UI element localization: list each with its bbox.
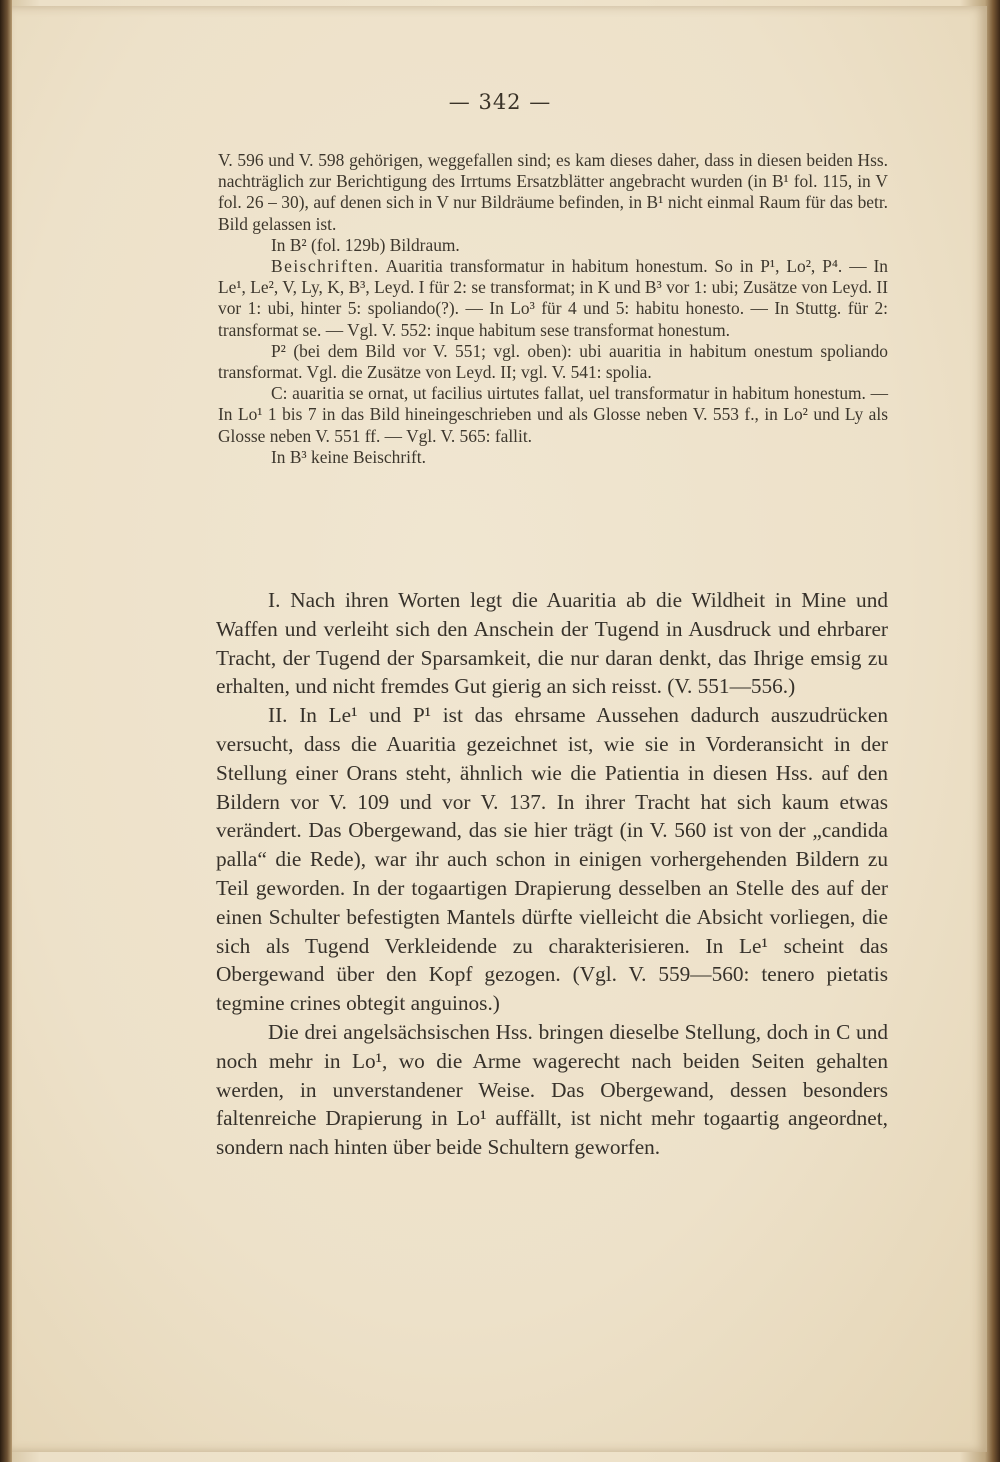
book-binding-edge xyxy=(0,0,12,1462)
body-text xyxy=(216,586,888,1162)
note-text: Auaritia transformatur in habitum honestum. So in P¹, Lo², P⁴. — In Le¹, Le², V, Ly, K, B³, Leyd. I für 2: se transformat; in K und B³ vor 1: ubi; Zusätze von Leyd. II vor 1: ubi, hinter 5: spoliando(?). — In Lo³ für 4 und 5: habitu honesto. — In Stuttg. für 2: transformat se. — Vgl. V. 552: inque habitum sese transformat honestum. xyxy=(218,256,888,340)
footnote-block xyxy=(218,150,888,468)
note-paragraph xyxy=(218,256,888,341)
body-paragraph: II. In Le¹ und P¹ ist das ehrsame Aussehen dadurch auszudrücken versucht, dass die Auaritia gezeichnet ist, wie sie in Vorderansicht in der Stellung einer Orans steht, ähnlich wie die Patientia in diesen Hss. auf den Bildern vor V. 109 und vor V. 137. In ihrer Tracht hat sich kaum etwas verändert. Das Obergewand, das sie hier trägt (in V. 560 ist von der „candida palla“ die Rede), war ihr auch schon in einigen vorhergehenden Bildern zu Teil geworden. In der togaartigen Drapierung desselben an Stelle des auf der einen Schulter befestigten Mantels dürfte vielleicht die Absicht vorliegen, die sich als Tugend Verkleidende zu charakterisieren. In Le¹ scheint das Obergewand über den Kopf gezogen. (Vgl. V. 559—560: tenero pietatis tegmine crines obtegit anguinos.) xyxy=(216,703,888,1016)
note-label: Beischriften. xyxy=(271,256,380,277)
note-paragraph: In B² (fol. 129b) Bildraum. xyxy=(271,234,460,255)
body-paragraph: Die drei angelsächsischen Hss. bringen dieselbe Stellung, doch in C und noch mehr in Lo¹, wo die Arme wagerecht nach beiden Seiten gehalten werden, in unverstandener Weise. Das Obergewand, dessen besonders faltenreiche Drapierung in Lo¹ auffällt, ist nicht mehr togaartig angeordnet, sondern nach hinten über beide Schultern geworfen. xyxy=(216,1019,888,1160)
note-paragraph: C: auaritia se ornat, ut facilius uirtutes fallat, uel transformatur in habitum honestum. — In Lo¹ 1 bis 7 in das Bild hineingeschrieben und als Glosse neben V. 553 f., in Lo² und Ly als Glosse neben V. 551 ff. — Vgl. V. 565: fallit. xyxy=(218,383,888,446)
page-number: — 342 — xyxy=(448,90,552,114)
note-paragraph: P² (bei dem Bild vor V. 551; vgl. oben): ubi auaritia in habitum onestum spoliando transformat. Vgl. die Zusätze von Leyd. II; vgl. V. 541: spolia. xyxy=(218,340,888,383)
body-paragraph: I. Nach ihren Worten legt die Auaritia ab die Wildheit in Mine und Waffen und verleiht sich den Anschein der Tugend in Ausdruck und ehrbarer Tracht, der Tugend der Sparsamkeit, die nur daran denkt, das Ihrige emsig zu erhalten, und nicht fremdes Gut gierig an sich reisst. (V. 551—556.) xyxy=(216,588,888,699)
note-paragraph: In B³ keine Beischrift. xyxy=(271,446,426,467)
note-paragraph: V. 596 und V. 598 gehörigen, weggefallen sind; es kam dieses daher, dass in diesen beiden Hss. nachträglich zur Berichtigung des Irrtums Ersatzblätter angebracht wurden (in B¹ fol. 115, in V fol. 26 – 30), auf denen sich in V nur Bildräume befinden, in B¹ nicht einmal Raum für das betr. Bild gelassen ist. xyxy=(218,150,888,234)
